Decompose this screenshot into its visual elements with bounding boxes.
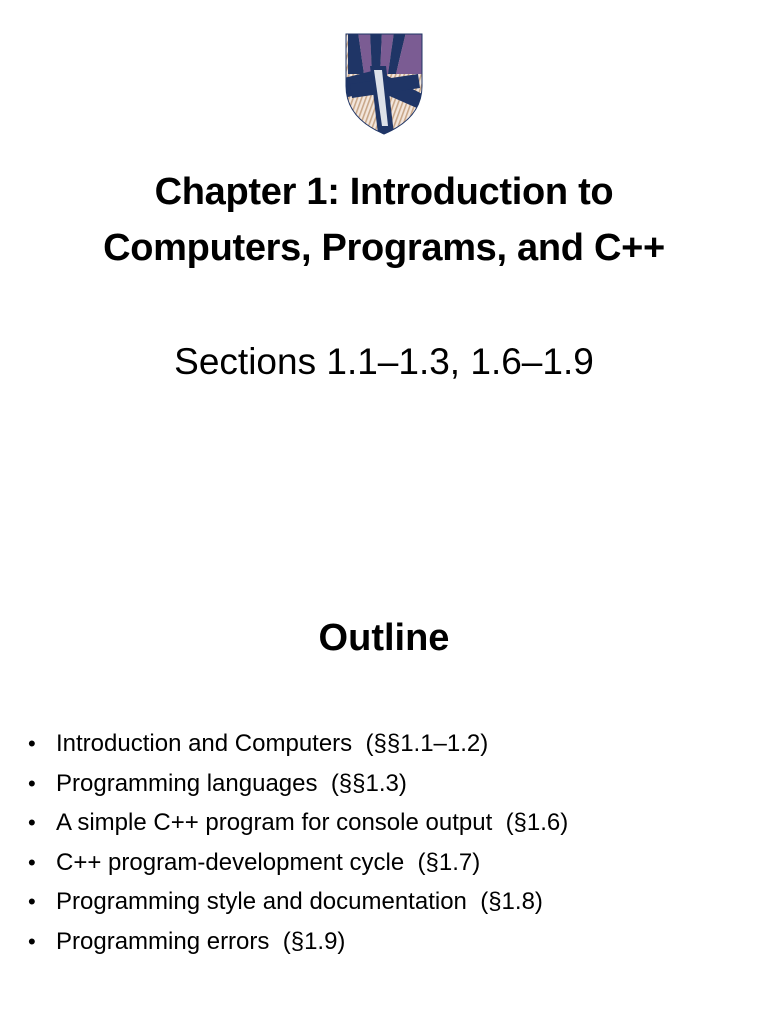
list-item xyxy=(28,843,568,883)
chapter-title-line-1: Chapter 1: Introduction to xyxy=(154,171,614,213)
chapter-title xyxy=(40,164,728,276)
list-item xyxy=(28,882,568,922)
outline-heading: Outline xyxy=(318,617,450,659)
outline-slide xyxy=(0,512,768,1024)
list-item-text: Programming style and documentation (§1.8) xyxy=(56,888,543,915)
bullet-dot-icon: • xyxy=(28,928,36,954)
list-item-text: A simple C++ program for console output (§1.6) xyxy=(56,809,569,836)
bullet-dot-icon: • xyxy=(28,770,36,796)
list-item-text: Programming errors (§1.9) xyxy=(56,927,346,955)
bullet-dot-icon: • xyxy=(28,849,36,875)
list-item xyxy=(28,922,568,962)
chapter-title-line-2: Computers, Programs, and C++ xyxy=(103,227,665,269)
bullet-dot-icon: • xyxy=(28,731,36,756)
list-item-text: Programming languages (§§1.3) xyxy=(56,769,407,797)
sections-subtitle: Sections 1.1–1.3, 1.6–1.9 xyxy=(174,341,594,382)
outline-bullet-list xyxy=(28,724,568,961)
list-item-text: Introduction and Computers (§§1.1–1.2) xyxy=(56,730,489,757)
list-item-text: C++ program-development cycle (§1.7) xyxy=(56,848,481,876)
list-item xyxy=(28,803,568,843)
bullet-dot-icon: • xyxy=(28,810,36,835)
university-crest-logo xyxy=(336,26,432,136)
list-item xyxy=(28,764,568,804)
bullet-dot-icon: • xyxy=(28,889,36,914)
list-item xyxy=(28,724,568,764)
